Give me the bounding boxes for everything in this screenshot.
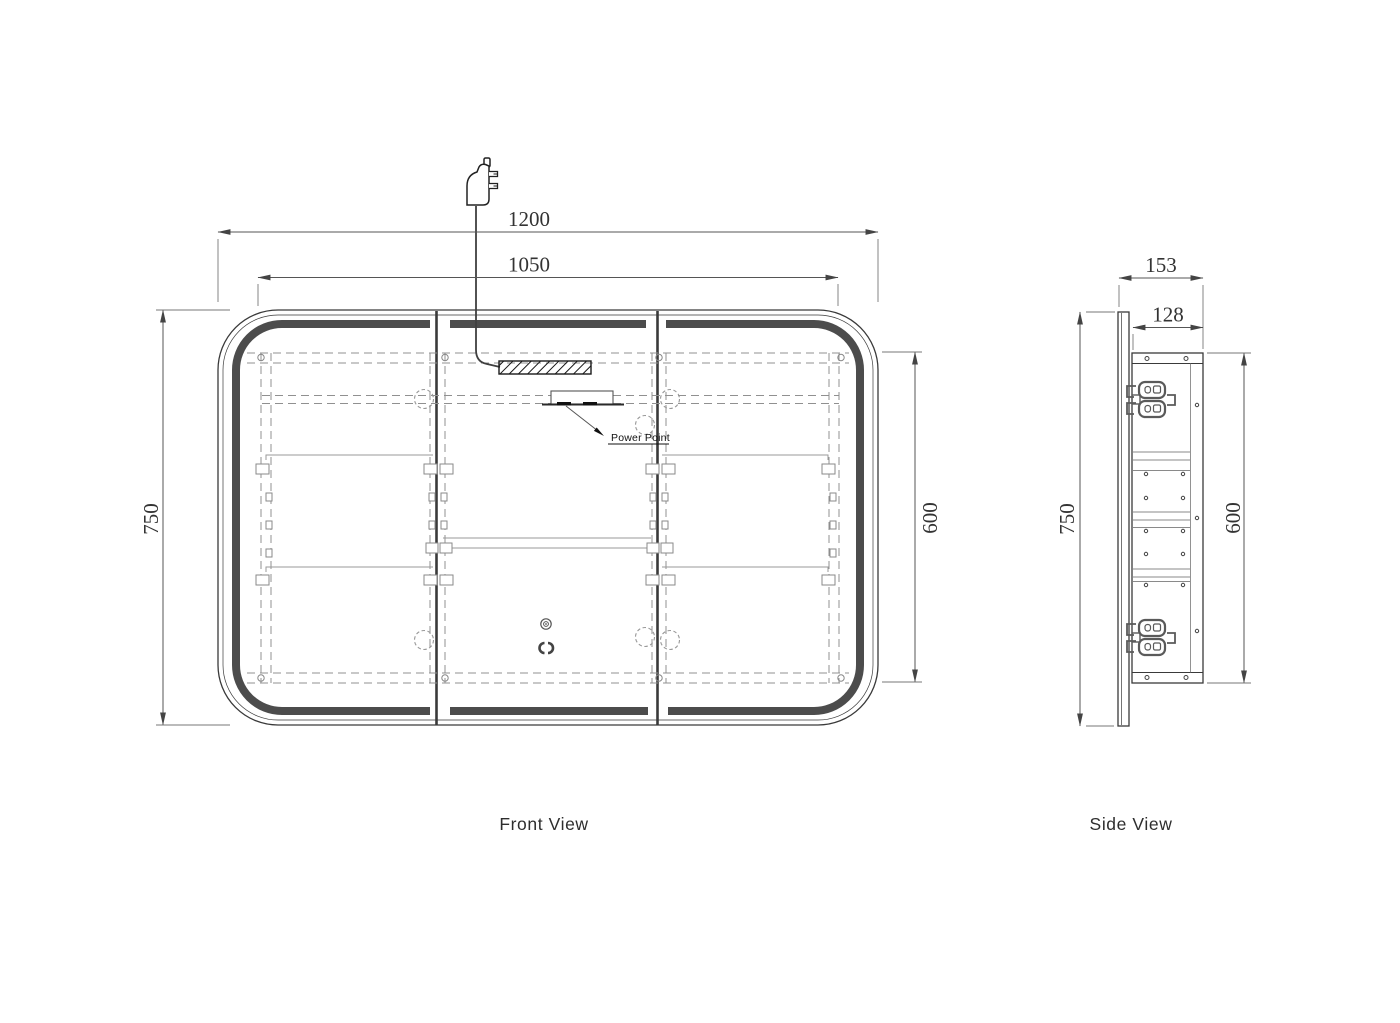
side-cabinet-depth-dim: 128 xyxy=(1152,302,1184,327)
power-plug-icon xyxy=(467,158,498,205)
front-shelves xyxy=(256,455,836,585)
demister-sensor-icon xyxy=(540,643,554,653)
front-power-cord-plug xyxy=(467,158,500,367)
front-overall-height-dim: 750 xyxy=(139,503,163,535)
power-point-label: Power Point xyxy=(611,432,670,444)
front-dashed-panels xyxy=(247,353,849,683)
front-overall-width-dim: 1200 xyxy=(508,207,550,231)
shelf-pin-icon xyxy=(266,493,836,557)
front-view-label: Front View xyxy=(499,814,589,834)
side-hinge-bottom-icon xyxy=(1127,620,1175,655)
side-cabinet-height-dim: 600 xyxy=(1221,502,1245,534)
front-led-width-dim: 1050 xyxy=(508,252,550,277)
front-sensor-icons xyxy=(540,619,554,653)
side-overall-depth-dim: 153 xyxy=(1145,253,1177,277)
touch-switch-icon xyxy=(541,619,551,629)
side-view xyxy=(1055,253,1251,834)
side-view-label: Side View xyxy=(1089,814,1173,834)
front-hinge-circles xyxy=(415,390,680,650)
led-driver-box xyxy=(499,361,591,374)
front-cabinet-height-dim: 600 xyxy=(918,502,942,534)
side-shelf-lines xyxy=(1133,452,1190,582)
side-hinge-top-icon xyxy=(1127,382,1175,417)
side-overall-height-dim: 750 xyxy=(1055,503,1079,535)
power-point-leader xyxy=(566,406,598,431)
power-cord xyxy=(476,206,500,367)
side-mirror-panel xyxy=(1118,312,1129,726)
front-view xyxy=(139,158,942,834)
